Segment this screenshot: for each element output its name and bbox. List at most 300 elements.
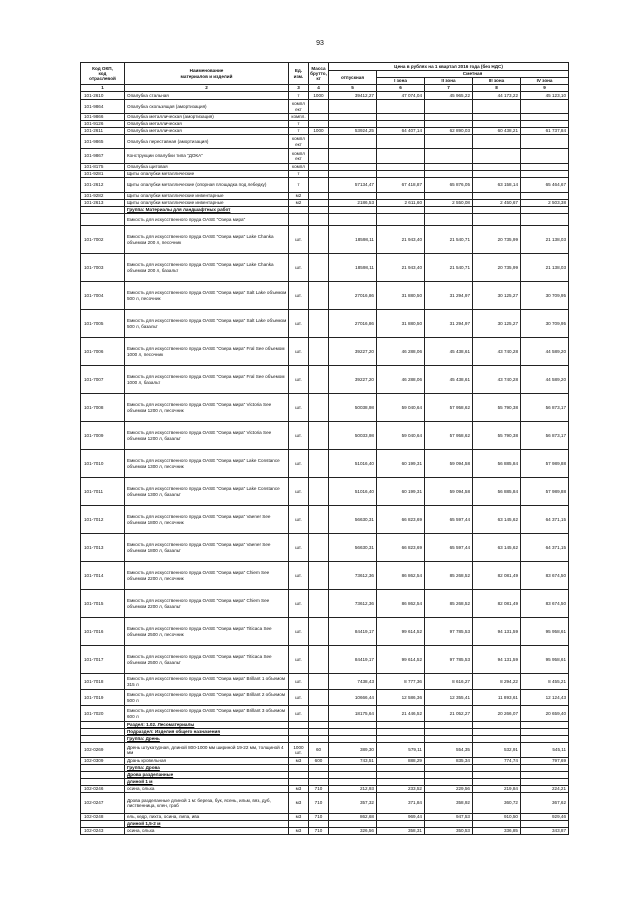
cell-zone-2-price: [425, 765, 473, 772]
cell-code: 101-9281: [81, 171, 125, 178]
cell-zone-3-price: 2 450,67: [473, 200, 521, 207]
cell-zone-4-price: [521, 722, 569, 729]
cell-unit: [289, 765, 309, 772]
cell-code: [81, 821, 125, 828]
cell-mass: [309, 478, 329, 506]
cell-release-price: 27016,86: [329, 310, 377, 338]
cell-zone-2-price: 97 785,53: [425, 646, 473, 674]
cell-zone-4-price: 21 138,03: [521, 226, 569, 254]
cell-zone-2-price: 59 094,58: [425, 450, 473, 478]
cell-release-price: 10666,44: [329, 690, 377, 706]
cell-mass: 710: [309, 814, 329, 821]
cell-unit: [289, 207, 309, 214]
cell-mass: [309, 722, 329, 729]
cell-zone-4-price: 57 989,88: [521, 450, 569, 478]
cell-unit: компл: [289, 164, 309, 171]
header-zone-3: III зона: [473, 78, 521, 85]
cell-mass: 710: [309, 786, 329, 793]
cell-release-price: 84419,17: [329, 618, 377, 646]
cell-release-price: 73612,36: [329, 562, 377, 590]
cell-zone-4-price: [521, 100, 569, 114]
cell-zone-3-price: 20 266,07: [473, 706, 521, 722]
cell-zone-4-price: [521, 772, 569, 779]
cell-zone-3-price: [473, 164, 521, 171]
cell-release-price: [329, 171, 377, 178]
cell-zone-3-price: 43 740,28: [473, 338, 521, 366]
cell-name: Опалубка металлическая (амортизация): [125, 114, 289, 121]
cell-zone-4-price: 65 464,67: [521, 178, 569, 193]
cell-mass: [309, 765, 329, 772]
column-index: 9: [521, 85, 569, 92]
cell-name: Емкость для искусственного пруда OASE "Озера мира" Lake Chanka объемом 200 л, базальт: [125, 254, 289, 282]
cell-code: [81, 722, 125, 729]
table-row: [81, 193, 569, 200]
cell-zone-4-price: [521, 193, 569, 200]
cell-code: [81, 214, 125, 226]
cell-mass: [309, 706, 329, 722]
cell-unit: т: [289, 121, 309, 128]
cell-release-price: 73612,36: [329, 590, 377, 618]
cell-name: Опалубка металлическая: [125, 128, 289, 135]
cell-zone-4-price: [521, 164, 569, 171]
cell-release-price: 357,32: [329, 793, 377, 814]
cell-zone-3-price: [473, 100, 521, 114]
cell-zone-2-price: 835,34: [425, 758, 473, 765]
cell-release-price: [329, 779, 377, 786]
table-row: [81, 758, 569, 765]
table-row: [81, 164, 569, 171]
cell-zone-2-price: [425, 135, 473, 149]
cell-zone-2-price: 358,92: [425, 793, 473, 814]
cell-mass: 1000: [309, 92, 329, 100]
cell-mass: 710: [309, 793, 329, 814]
cell-name: Щиты опалубки металлические инвентарные: [125, 200, 289, 207]
cell-unit: шт.: [289, 422, 309, 450]
cell-unit: шт.: [289, 674, 309, 690]
cell-unit: шт.: [289, 690, 309, 706]
price-table: [80, 62, 569, 835]
cell-code: 102-0247: [81, 793, 125, 814]
column-index: 1: [81, 85, 125, 92]
column-index: 6: [377, 85, 425, 92]
cell-unit: 1000 шт.: [289, 743, 309, 758]
cell-zone-3-price: [473, 214, 521, 226]
cell-name: Группа: Дрень: [125, 736, 289, 743]
cell-unit: шт.: [289, 534, 309, 562]
cell-release-price: [329, 214, 377, 226]
cell-release-price: 50038,98: [329, 394, 377, 422]
cell-unit: шт.: [289, 310, 309, 338]
cell-zone-3-price: [473, 135, 521, 149]
cell-mass: [309, 254, 329, 282]
cell-zone-4-price: [521, 736, 569, 743]
cell-release-price: [329, 736, 377, 743]
cell-zone-1-price: 31 880,50: [377, 310, 425, 338]
cell-zone-2-price: 31 294,97: [425, 310, 473, 338]
cell-zone-4-price: [521, 121, 569, 128]
cell-zone-3-price: 55 790,38: [473, 394, 521, 422]
cell-unit: шт.: [289, 618, 309, 646]
cell-zone-3-price: 910,50: [473, 814, 521, 821]
cell-zone-4-price: 64 371,15: [521, 506, 569, 534]
cell-code: 101-7017: [81, 646, 125, 674]
cell-code: 101-7011: [81, 478, 125, 506]
cell-unit: [289, 821, 309, 828]
cell-zone-2-price: 97 785,53: [425, 618, 473, 646]
cell-zone-4-price: 30 709,95: [521, 282, 569, 310]
table-row: [81, 121, 569, 128]
cell-code: 101-7019: [81, 690, 125, 706]
cell-mass: [309, 506, 329, 534]
cell-zone-3-price: [473, 207, 521, 214]
table-row: [81, 226, 569, 254]
cell-zone-2-price: [425, 772, 473, 779]
cell-zone-1-price: [377, 722, 425, 729]
cell-zone-4-price: [521, 729, 569, 736]
cell-name: Емкость для искусственного пруда OASE "Озера мира" Salt Lake объемом 500 л, базальт: [125, 310, 289, 338]
table-row: [81, 706, 569, 722]
header-name: Наименование материалов и изделий: [125, 63, 289, 85]
cell-zone-2-price: [425, 114, 473, 121]
cell-code: 101-8175: [81, 164, 125, 171]
cell-zone-3-price: 20 735,99: [473, 226, 521, 254]
cell-zone-2-price: 65 597,44: [425, 506, 473, 534]
cell-zone-1-price: [377, 135, 425, 149]
cell-zone-3-price: 30 125,27: [473, 310, 521, 338]
column-index: 2: [125, 85, 289, 92]
cell-zone-1-price: [377, 149, 425, 164]
cell-zone-2-price: 31 294,97: [425, 282, 473, 310]
cell-name: Дрова разделанные длиной 1 м: береза, бук, ясень, ильм, вяз, дуб, лиственница, клен, граб: [125, 793, 289, 814]
cell-name: Группа: Дрова: [125, 765, 289, 772]
table-row: [81, 562, 569, 590]
cell-zone-1-price: 99 614,52: [377, 646, 425, 674]
cell-name: Емкость для искусственного пруда OASE "Озера мира" Lake Constance объемом 1300 л, песочник: [125, 450, 289, 478]
table-body: [81, 92, 569, 835]
table-row: [81, 366, 569, 394]
cell-zone-1-price: 21 943,40: [377, 254, 425, 282]
cell-zone-1-price: 12 586,36: [377, 690, 425, 706]
cell-mass: [309, 736, 329, 743]
cell-zone-3-price: 56 885,84: [473, 478, 521, 506]
header-unit: Ед. изм.: [289, 63, 309, 85]
cell-zone-3-price: 63 145,62: [473, 506, 521, 534]
cell-zone-1-price: 358,31: [377, 828, 425, 835]
cell-zone-2-price: 85 268,52: [425, 590, 473, 618]
table-row: [81, 214, 569, 226]
cell-code: 101-9867: [81, 149, 125, 164]
cell-zone-2-price: 21 052,27: [425, 706, 473, 722]
cell-name: Опалубка металлическая: [125, 121, 289, 128]
cell-zone-2-price: [425, 729, 473, 736]
table-row: [81, 450, 569, 478]
cell-name: Емкость для искусственного пруда OASE "Озера мира" Chiem See объемом 2200 л, песочник: [125, 562, 289, 590]
cell-mass: [309, 282, 329, 310]
cell-zone-4-price: 30 709,95: [521, 310, 569, 338]
cell-code: 102-0243: [81, 828, 125, 835]
cell-zone-1-price: 64 407,14: [377, 128, 425, 135]
cell-code: 101-7014: [81, 562, 125, 590]
table-row: [81, 736, 569, 743]
cell-code: 101-7010: [81, 450, 125, 478]
cell-code: 101-7008: [81, 394, 125, 422]
cell-zone-3-price: [473, 772, 521, 779]
cell-zone-1-price: [377, 765, 425, 772]
cell-zone-3-price: [473, 821, 521, 828]
cell-name: осина, ольха: [125, 786, 289, 793]
table-row: [81, 100, 569, 114]
table-row: [81, 128, 569, 135]
cell-mass: [309, 366, 329, 394]
cell-name: Емкость для искусственного пруда OASE "Озера мира" Lake Constance объемом 1300 л, базальт: [125, 478, 289, 506]
cell-mass: [309, 135, 329, 149]
cell-zone-4-price: 57 989,88: [521, 478, 569, 506]
table-row: [81, 814, 569, 821]
table-row: [81, 254, 569, 282]
cell-name: Емкость для искусственного пруда OASE "Озера мира" Lake Chanka объемом 200 л, песочник: [125, 226, 289, 254]
cell-mass: [309, 394, 329, 422]
cell-zone-3-price: 30 125,27: [473, 282, 521, 310]
cell-release-price: 7438,43: [329, 674, 377, 690]
cell-zone-1-price: 233,52: [377, 786, 425, 793]
cell-zone-1-price: 46 288,06: [377, 366, 425, 394]
cell-zone-4-price: 56 873,17: [521, 394, 569, 422]
cell-code: 101-9864: [81, 100, 125, 114]
table-row: [81, 310, 569, 338]
cell-release-price: [329, 821, 377, 828]
table-row: [81, 394, 569, 422]
cell-zone-2-price: 57 958,62: [425, 422, 473, 450]
cell-zone-2-price: [425, 214, 473, 226]
cell-code: 101-7003: [81, 254, 125, 282]
cell-zone-4-price: [521, 779, 569, 786]
table-row: [81, 478, 569, 506]
cell-mass: 600: [309, 758, 329, 765]
cell-name: Емкость для искусственного пруда OASE "Озера мира": [125, 214, 289, 226]
cell-zone-2-price: [425, 100, 473, 114]
table-row: [81, 821, 569, 828]
cell-name: Раздел: 1.02. Лесоматериалы: [125, 722, 289, 729]
table-row: [81, 779, 569, 786]
cell-zone-3-price: 60 438,21: [473, 128, 521, 135]
cell-zone-1-price: 59 040,64: [377, 394, 425, 422]
cell-name: ель, кедр, пихта, осина, липа, ива: [125, 814, 289, 821]
cell-zone-1-price: [377, 164, 425, 171]
cell-name: Щиты опалубки металлические: [125, 171, 289, 178]
table-row: [81, 765, 569, 772]
cell-zone-3-price: 63 158,14: [473, 178, 521, 193]
cell-unit: м3: [289, 814, 309, 821]
cell-zone-3-price: [473, 171, 521, 178]
column-index: 4: [309, 85, 329, 92]
column-index: 8: [473, 85, 521, 92]
cell-zone-1-price: 66 823,69: [377, 506, 425, 534]
cell-mass: [309, 562, 329, 590]
table-row: [81, 786, 569, 793]
cell-zone-1-price: [377, 193, 425, 200]
column-index-row: [81, 85, 569, 92]
cell-zone-1-price: 66 823,69: [377, 534, 425, 562]
cell-zone-1-price: [377, 207, 425, 214]
cell-code: 101-7018: [81, 674, 125, 690]
cell-zone-1-price: 46 288,06: [377, 338, 425, 366]
cell-unit: шт.: [289, 254, 309, 282]
cell-zone-1-price: 2 611,60: [377, 200, 425, 207]
cell-mass: [309, 178, 329, 193]
cell-zone-4-price: 45 123,10: [521, 92, 569, 100]
cell-unit: т: [289, 92, 309, 100]
header-zone-1: I зона: [377, 78, 425, 85]
cell-zone-2-price: 85 268,52: [425, 562, 473, 590]
cell-name: Опалубка стальная: [125, 92, 289, 100]
cell-name: длиной 1,5-2 м: [125, 821, 289, 828]
cell-release-price: [329, 121, 377, 128]
cell-name: Щиты опалубки металлические инвентарные: [125, 193, 289, 200]
table-row: [81, 207, 569, 214]
table-row: [81, 828, 569, 835]
cell-zone-4-price: 44 589,20: [521, 366, 569, 394]
cell-zone-3-price: 94 131,59: [473, 646, 521, 674]
table-row: [81, 772, 569, 779]
cell-unit: [289, 772, 309, 779]
cell-release-price: [329, 114, 377, 121]
cell-mass: [309, 164, 329, 171]
column-index: 3: [289, 85, 309, 92]
cell-zone-3-price: [473, 729, 521, 736]
cell-name: Щиты опалубки металлические (опорная площадка под лебедку): [125, 178, 289, 193]
header-zone-4: IV зона: [521, 78, 569, 85]
cell-mass: [309, 226, 329, 254]
table-row: [81, 506, 569, 534]
cell-mass: [309, 534, 329, 562]
cell-code: [81, 765, 125, 772]
cell-zone-3-price: 336,85: [473, 828, 521, 835]
cell-zone-3-price: 360,72: [473, 793, 521, 814]
cell-zone-2-price: [425, 207, 473, 214]
table-row: [81, 618, 569, 646]
cell-release-price: [329, 164, 377, 171]
cell-zone-4-price: 367,62: [521, 793, 569, 814]
cell-zone-4-price: 83 674,50: [521, 590, 569, 618]
cell-release-price: 53924,25: [329, 128, 377, 135]
cell-zone-4-price: 2 503,38: [521, 200, 569, 207]
cell-name: Емкость для искусственного пруда OASE "Озера мира" Titicaca See объемом 2500 л, базальт: [125, 646, 289, 674]
cell-zone-2-price: 554,35: [425, 743, 473, 758]
cell-code: [81, 779, 125, 786]
cell-code: 101-7004: [81, 282, 125, 310]
cell-zone-2-price: 45 965,22: [425, 92, 473, 100]
table-row: [81, 743, 569, 758]
cell-code: 102-0246: [81, 786, 125, 793]
cell-zone-2-price: 57 958,62: [425, 394, 473, 422]
cell-mass: [309, 338, 329, 366]
cell-name: Емкость для искусственного пруда OASE "Озера мира" Brillant 3 объемом 600 л: [125, 706, 289, 722]
header-code: Код ОКП, код отраслевой: [81, 63, 125, 85]
cell-zone-2-price: 21 540,71: [425, 254, 473, 282]
cell-zone-3-price: [473, 121, 521, 128]
cell-code: 101-7006: [81, 338, 125, 366]
cell-name: Опалубка скользящая (амортизация): [125, 100, 289, 114]
cell-release-price: 56630,31: [329, 534, 377, 562]
cell-code: 101-7016: [81, 618, 125, 646]
table-row: [81, 135, 569, 149]
cell-release-price: 39227,20: [329, 338, 377, 366]
cell-zone-2-price: 350,53: [425, 828, 473, 835]
cell-release-price: 2186,53: [329, 200, 377, 207]
cell-zone-3-price: 532,91: [473, 743, 521, 758]
page-number: 93: [316, 40, 324, 47]
cell-unit: м2: [289, 200, 309, 207]
cell-zone-4-price: 224,21: [521, 786, 569, 793]
cell-zone-1-price: [377, 171, 425, 178]
cell-zone-3-price: 8 294,22: [473, 674, 521, 690]
cell-mass: [309, 214, 329, 226]
cell-unit: т: [289, 178, 309, 193]
cell-code: [81, 207, 125, 214]
cell-zone-4-price: 83 674,50: [521, 562, 569, 590]
cell-release-price: [329, 772, 377, 779]
table-row: [81, 149, 569, 164]
cell-mass: [309, 422, 329, 450]
cell-zone-4-price: 797,69: [521, 758, 569, 765]
cell-code: 101-2611: [81, 128, 125, 135]
cell-mass: [309, 646, 329, 674]
cell-zone-3-price: [473, 779, 521, 786]
cell-mass: [309, 450, 329, 478]
cell-unit: шт.: [289, 506, 309, 534]
cell-name: Дрень штукатурная, длиной 800-1000 мм шириной 19-22 мм, толщиной 4 мм: [125, 743, 289, 758]
cell-name: Емкость для искусственного пруда OASE "Озера мира" Chiem See объемом 2200 л, базальт: [125, 590, 289, 618]
cell-code: [81, 736, 125, 743]
cell-unit: шт.: [289, 646, 309, 674]
cell-zone-4-price: 929,46: [521, 814, 569, 821]
cell-mass: [309, 100, 329, 114]
cell-release-price: 18598,11: [329, 254, 377, 282]
cell-zone-3-price: [473, 114, 521, 121]
cell-zone-3-price: 82 081,49: [473, 562, 521, 590]
cell-release-price: [329, 193, 377, 200]
cell-code: 101-9865: [81, 135, 125, 149]
cell-unit: м2: [289, 193, 309, 200]
cell-unit: [289, 779, 309, 786]
cell-release-price: 326,56: [329, 828, 377, 835]
cell-zone-1-price: 67 418,87: [377, 178, 425, 193]
cell-zone-3-price: 55 790,38: [473, 422, 521, 450]
cell-code: 101-7009: [81, 422, 125, 450]
cell-mass: [309, 149, 329, 164]
cell-zone-1-price: 888,29: [377, 758, 425, 765]
cell-zone-1-price: 8 777,36: [377, 674, 425, 690]
cell-zone-1-price: 59 040,64: [377, 422, 425, 450]
cell-release-price: [329, 149, 377, 164]
header-release: отпускная: [329, 71, 377, 85]
cell-name: Емкость для искусственного пруда OASE "Озера мира" Vaener See объемом 1800 л, песочник: [125, 506, 289, 534]
table-row: [81, 92, 569, 100]
cell-zone-3-price: 56 885,84: [473, 450, 521, 478]
cell-zone-3-price: [473, 149, 521, 164]
cell-mass: 60: [309, 743, 329, 758]
cell-zone-1-price: 31 880,50: [377, 282, 425, 310]
cell-unit: шт.: [289, 394, 309, 422]
table-row: [81, 722, 569, 729]
table-row: [81, 282, 569, 310]
cell-zone-2-price: 229,56: [425, 786, 473, 793]
cell-name: Опалубка щитовая: [125, 164, 289, 171]
cell-zone-3-price: 82 081,49: [473, 590, 521, 618]
cell-name: Дрань кровельная: [125, 758, 289, 765]
cell-zone-1-price: 86 862,54: [377, 562, 425, 590]
cell-code: 101-2612: [81, 178, 125, 193]
